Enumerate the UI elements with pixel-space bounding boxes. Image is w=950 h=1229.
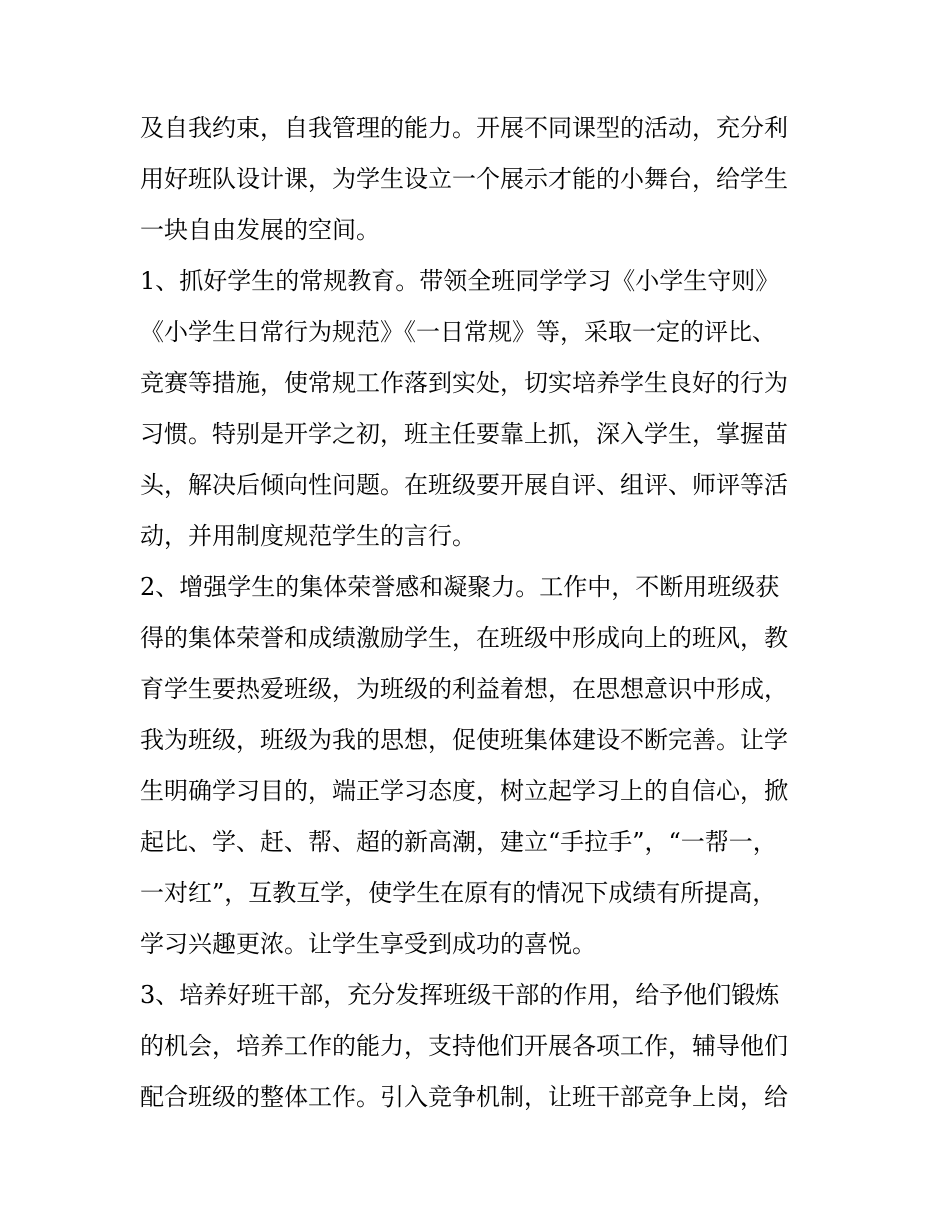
text-line: 育学生要热爱班级，为班级的利益着想，在思想意识中形成，	[140, 675, 788, 703]
text-line: 配合班级的整体工作。引入竞争机制，让班干部竞争上岗，给	[140, 1083, 788, 1111]
text-line: 的机会，培养工作的能力，支持他们开展各项工作，辅导他们	[140, 1032, 788, 1060]
text-line: 竞赛等措施，使常规工作落到实处，切实培养学生良好的行为	[140, 369, 788, 397]
text-line: 及自我约束，自我管理的能力。开展不同课型的活动，充分利	[140, 114, 788, 142]
text-line: 起比、学、赶、帮、超的新高潮，建立“手拉手”，“一帮一，	[140, 828, 777, 856]
text-line: 一块自由发展的空间。	[140, 216, 380, 244]
text-line: 2、增强学生的集体荣誉感和凝聚力。工作中，不断用班级获	[140, 573, 780, 601]
text-line: 我为班级，班级为我的思想，促使班集体建设不断完善。让学	[140, 726, 788, 754]
text-line: 得的集体荣誉和成绩激励学生，在班级中形成向上的班风，教	[140, 624, 788, 652]
text-line: 1、抓好学生的常规教育。带领全班同学学习《小学生守则》	[140, 267, 780, 295]
text-line: 学习兴趣更浓。让学生享受到成功的喜悦。	[140, 930, 596, 958]
text-line: 一对红”，互教互学，使学生在原有的情况下成绩有所提高，	[140, 879, 777, 907]
text-line: 生明确学习目的，端正学习态度，树立起学习上的自信心，掀	[140, 777, 788, 805]
text-line: 《小学生日常行为规范》《一日常规》等，采取一定的评比、	[140, 318, 776, 346]
text-line: 动，并用制度规范学生的言行。	[140, 522, 476, 550]
text-line: 习惯。特别是开学之初，班主任要靠上抓，深入学生，掌握苗	[140, 420, 788, 448]
text-line: 用好班队设计课，为学生设立一个展示才能的小舞台，给学生	[140, 165, 788, 193]
text-line: 3、培养好班干部，充分发挥班级干部的作用，给予他们锻炼	[140, 981, 780, 1009]
text-line: 头，解决后倾向性问题。在班级要开展自评、组评、师评等活	[140, 471, 788, 499]
